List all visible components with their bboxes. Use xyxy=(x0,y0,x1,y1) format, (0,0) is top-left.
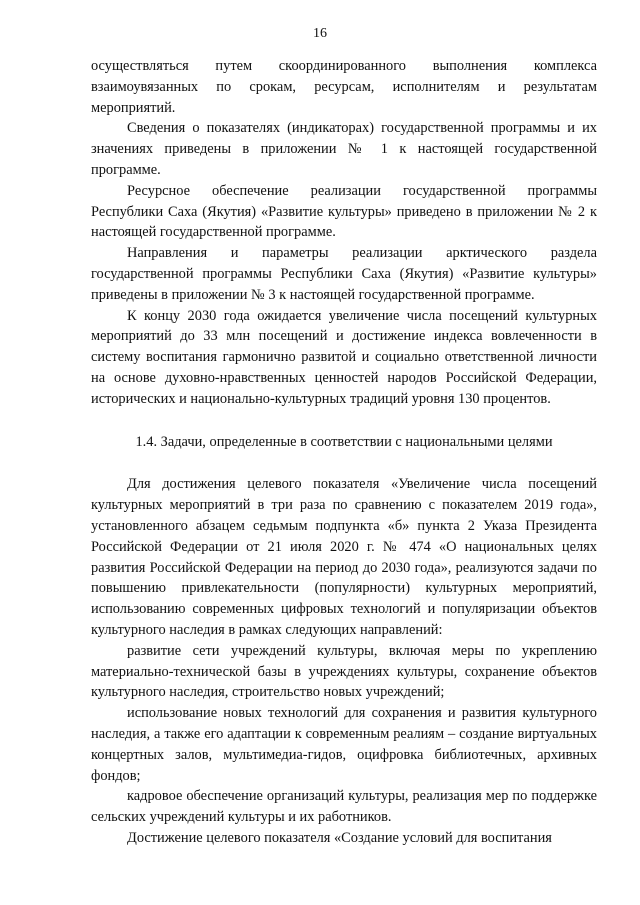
list-item-new-technologies: использование новых технологий для сохранения и развития культурного наследия, а также его адаптации к современным реалиям – создание виртуальных концертных залов, мультимедиа-гидов, оцифровка библиотечных, архивных фондов; xyxy=(91,705,597,784)
paragraph-2030-goals: К концу 2030 года ожидается увеличение числа посещений культурных мероприятий до 33 млн посещений и достижение индекса вовлеченности в систему воспитания гармонично развитой и социально ответственной личности на основе духовно-нравственных ценностей народов Российской Федерации, исторических и национально-культурных традиций уровня 130 процентов. xyxy=(91,307,597,407)
list-item-staffing: кадровое обеспечение организаций культуры, реализация мер по поддержке сельских учреждений культуры и их работников. xyxy=(91,788,597,826)
section-heading: 1.4. Задачи, определенные в соответствии с национальными целями xyxy=(135,433,553,450)
paragraph-resources: Ресурсное обеспечение реализации государственной программы Республики Саха (Якутия) «Развитие культуры» приведено в приложении № 2 к настоящей государственной программе. xyxy=(91,182,597,241)
page-number: 16 xyxy=(313,26,327,41)
paragraph-continuation: осуществляться путем скоординированного выполнения комплекса взаимоувязанных по срокам, ресурсам, исполнителям и результатам мероприятий. xyxy=(91,58,597,116)
paragraph-indicators: Сведения о показателях (индикаторах) государственной программы и их значениях приведены в приложении № 1 к настоящей государственной программе. xyxy=(91,120,597,178)
paragraph-arctic-section: Направления и параметры реализации арктического раздела государственной программы Республики Саха (Якутия) «Развитие культуры» приведены в приложении № 3 к настоящей государственной программе. xyxy=(91,245,597,303)
document-body xyxy=(91,56,597,849)
paragraph-target-indicator: Для достижения целевого показателя «Увеличение числа посещений культурных мероприятий в три раза по сравнению с показателем 2019 года», установленного абзацем седьмым подпункта «б» пункта 2 Указа Президента Российской Федерации от 21 июля 2020 г. № 474 «О национальных целях развития Российской Федерации на период до 2030 года», реализуются задачи по повышению привлекательности (популярности) культурных мероприятий, использованию современных цифровых технологий и популяризации объектов культурного наследия в рамках следующих направлений: xyxy=(91,476,597,638)
paragraph-education-target: Достижение целевого показателя «Создание условий для воспитания xyxy=(127,829,552,846)
list-item-network-development: развитие сети учреждений культуры, включая меры по укреплению материально-технической базы в учреждениях культуры, сохранение объектов культурного наследия, строительство новых учреждений; xyxy=(91,642,597,701)
